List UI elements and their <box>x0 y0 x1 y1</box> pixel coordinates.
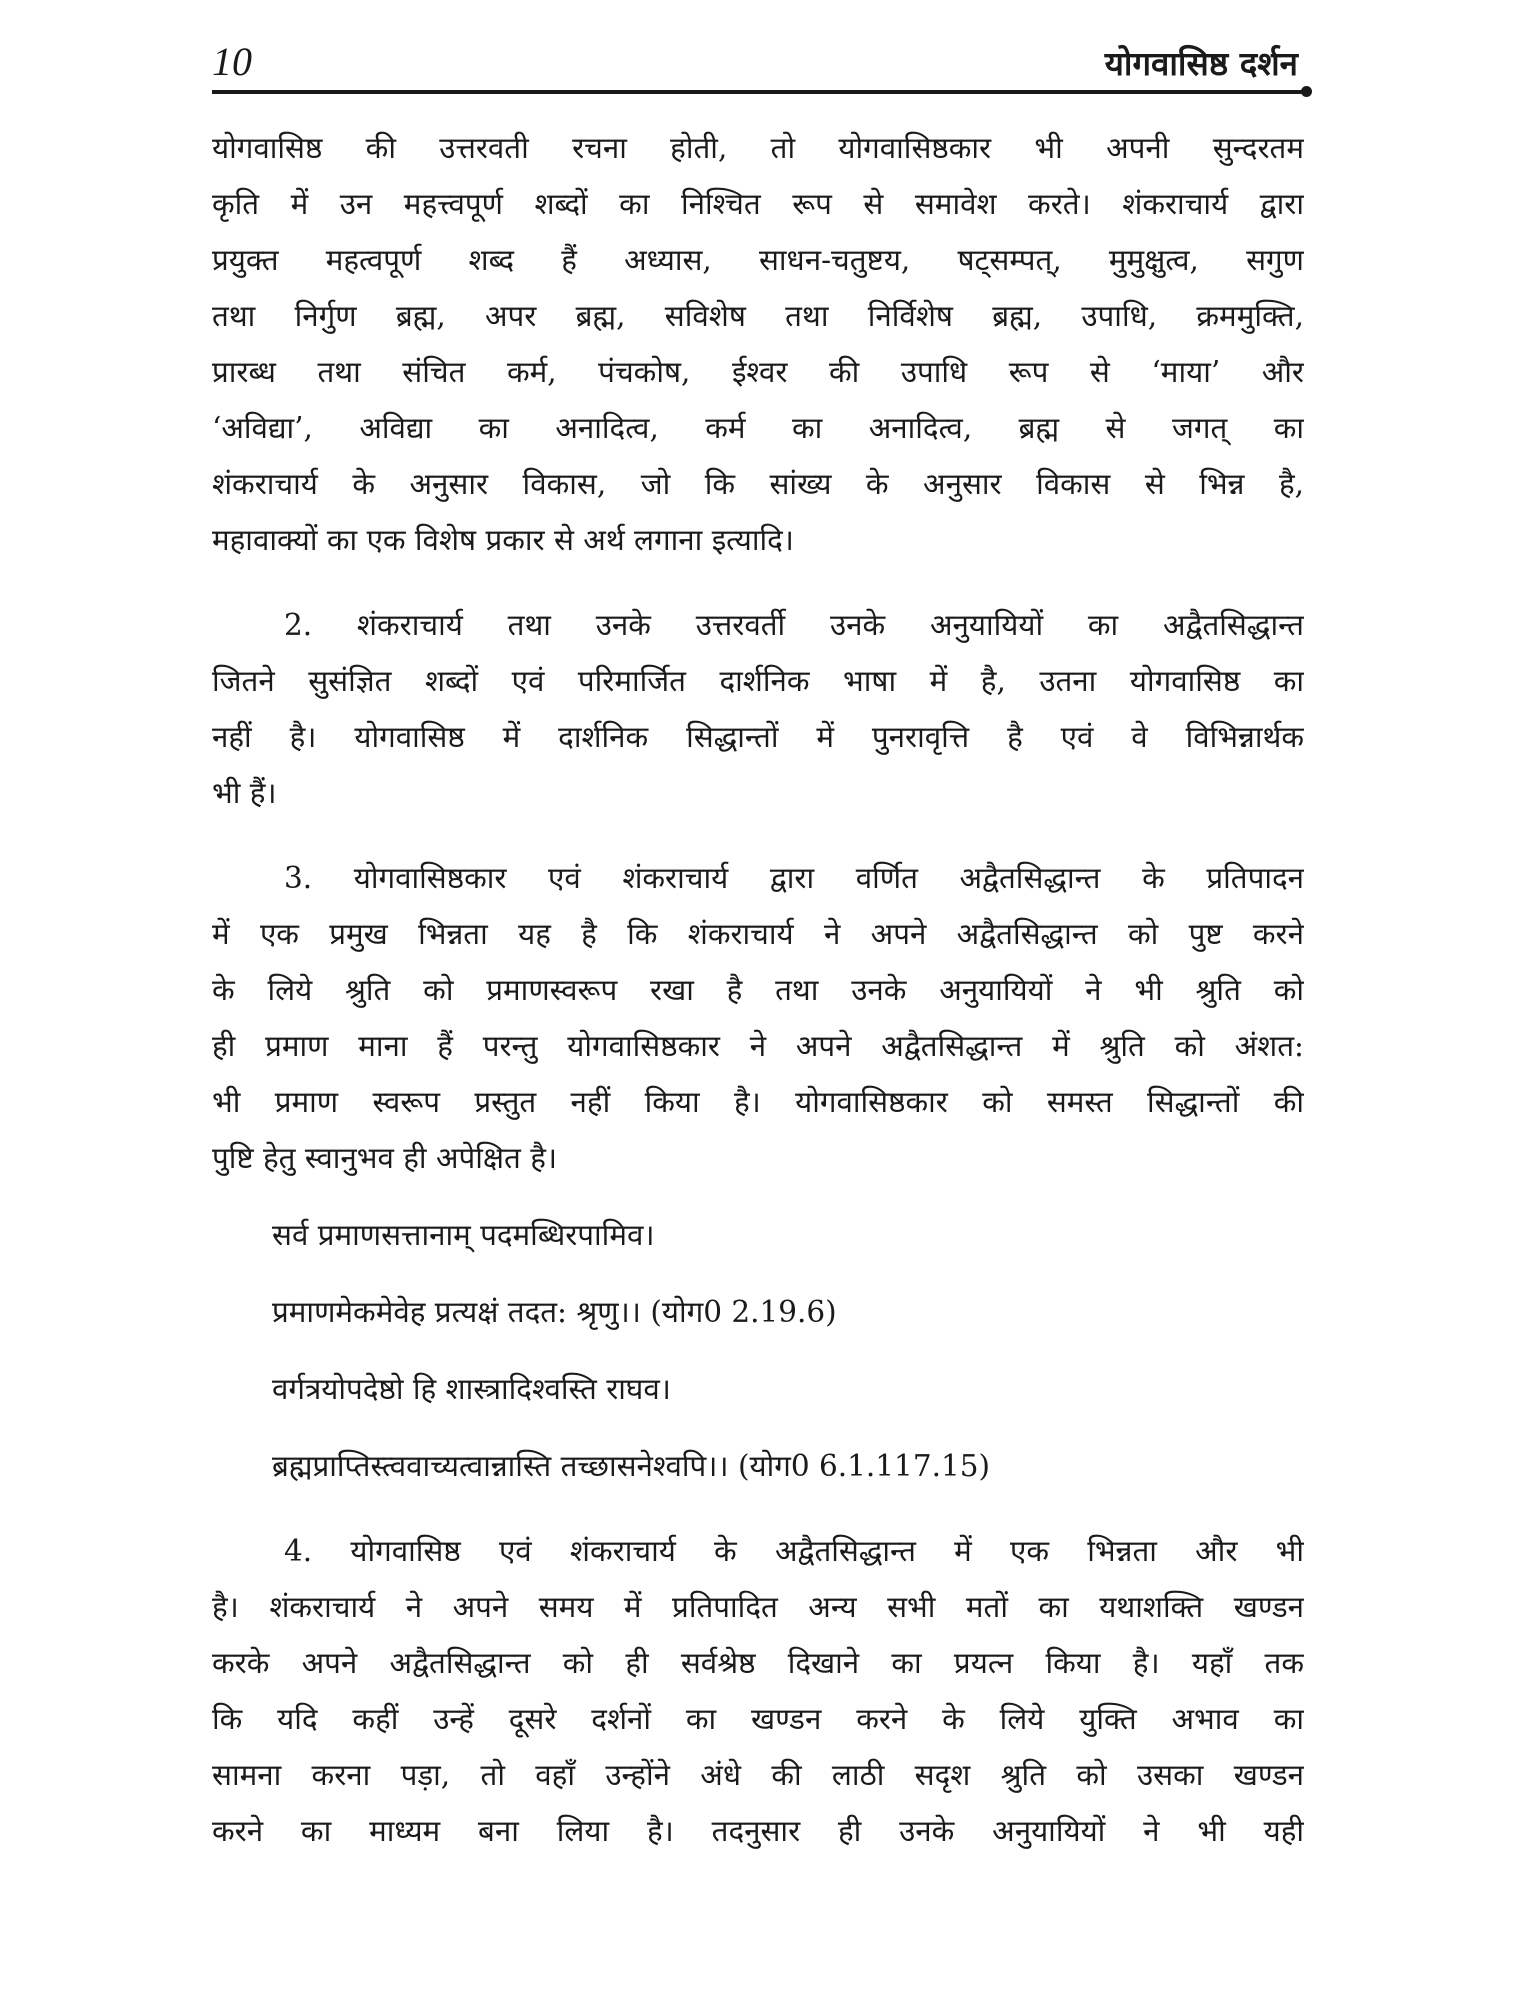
verse-line: सर्व प्रमाणसत्तानाम् पदमब्धिरपामिव। <box>272 1218 655 1252</box>
page-header <box>212 30 1304 92</box>
paragraph-2 <box>212 597 1304 821</box>
verse-block <box>212 1207 1304 1494</box>
paragraph-4 <box>212 1523 1304 1859</box>
text-line: नहीं है। योगवासिष्ठ में दार्शनिक सिद्धान्तों में पुनरावृत्ति है एवं वे विभिन्नार्थक <box>212 720 1304 754</box>
running-title: योगवासिष्ठ दर्शन <box>1104 44 1298 83</box>
header-rule-dot <box>1301 86 1312 97</box>
paragraph-3 <box>212 850 1304 1186</box>
text-line: भी हैं। <box>212 776 277 810</box>
text-line: ही प्रमाण माना हैं परन्तु योगवासिष्ठकार ने अपने अद्वैतसिद्धान्त में श्रुति को अंशत: <box>212 1029 1304 1063</box>
text-line: तथा निर्गुण ब्रह्म, अपर ब्रह्म, सविशेष तथा निर्विशेष ब्रह्म, उपाधि, क्रममुक्ति, <box>212 299 1304 333</box>
text-line: करके अपने अद्वैतसिद्धान्त को ही सर्वश्रेष्ठ दिखाने का प्रयत्न किया है। यहाँ तक <box>212 1646 1304 1680</box>
text-line: 4. योगवासिष्ठ एवं शंकराचार्य के अद्वैतसिद्धान्त में एक भिन्नता और भी <box>284 1534 1304 1568</box>
text-line: 3. योगवासिष्ठकार एवं शंकराचार्य द्वारा वर्णित अद्वैतसिद्धान्त के प्रतिपादन <box>284 861 1304 895</box>
text-line: शंकराचार्य के अनुसार विकास, जो कि सांख्य के अनुसार विकास से भिन्न है, <box>212 467 1304 501</box>
header-rule <box>212 90 1304 94</box>
verse-line: वर्गत्रयोपदेष्ठो हि शास्त्रादिश्वस्ति राघव। <box>272 1372 671 1406</box>
text-line: के लिये श्रुति को प्रमाणस्वरूप रखा है तथा उनके अनुयायियों ने भी श्रुति को <box>212 973 1304 1007</box>
text-line: सामना करना पड़ा, तो वहाँ उन्होंने अंधे की लाठी सदृश श्रुति को उसका खण्डन <box>212 1758 1304 1792</box>
text-line: में एक प्रमुख भिन्नता यह है कि शंकराचार्य ने अपने अद्वैतसिद्धान्त को पुष्ट करने <box>212 917 1304 951</box>
text-line: है। शंकराचार्य ने अपने समय में प्रतिपादित अन्य सभी मतों का यथाशक्ति खण्डन <box>212 1590 1304 1624</box>
text-line: प्रारब्ध तथा संचित कर्म, पंचकोष, ईश्वर की उपाधि रूप से ‘माया’ और <box>212 355 1304 389</box>
text-line: करने का माध्यम बना लिया है। तदनुसार ही उनके अनुयायियों ने भी यही <box>212 1814 1304 1848</box>
verse-line: प्रमाणमेकमेवेह प्रत्यक्षं तदत: श्रृणु।। (योग0 2.19.6) <box>272 1295 837 1329</box>
text-line: योगवासिष्ठ की उत्तरवती रचना होती, तो योगवासिष्ठकार भी अपनी सुन्दरतम <box>212 131 1304 165</box>
text-line: प्रयुक्त महत्वपूर्ण शब्द हैं अध्यास, साधन-चतुष्टय, षट्सम्पत्, मुमुक्षुत्व, सगुण <box>212 243 1304 277</box>
text-line: जितने सुसंज्ञित शब्दों एवं परिमार्जित दार्शनिक भाषा में है, उतना योगवासिष्ठ का <box>212 664 1304 698</box>
verse-line: ब्रह्मप्राप्तिस्त्ववाच्यत्वान्नास्ति तच्छासनेश्वपि।। (योग0 6.1.117.15) <box>272 1449 991 1483</box>
text-line: कृति में उन महत्त्वपूर्ण शब्दों का निश्चित रूप से समावेश करते। शंकराचार्य द्वारा <box>212 187 1304 221</box>
page-body <box>212 120 1304 1859</box>
paragraph-1 <box>212 120 1304 568</box>
text-line: 2. शंकराचार्य तथा उनके उत्तरवर्ती उनके अनुयायियों का अद्वैतसिद्धान्त <box>284 608 1304 642</box>
page-number: 10 <box>212 39 252 84</box>
text-line: ‘अविद्या’, अविद्या का अनादित्व, कर्म का अनादित्व, ब्रह्म से जगत् का <box>212 411 1304 445</box>
text-line: भी प्रमाण स्वरूप प्रस्तुत नहीं किया है। योगवासिष्ठकार को समस्त सिद्धान्तों की <box>212 1085 1304 1119</box>
text-line: महावाक्यों का एक विशेष प्रकार से अर्थ लगाना इत्यादि। <box>212 523 794 557</box>
text-line: पुष्टि हेतु स्वानुभव ही अपेक्षित है। <box>212 1141 558 1175</box>
text-line: कि यदि कहीं उन्हें दूसरे दर्शनों का खण्डन करने के लिये युक्ति अभाव का <box>212 1702 1304 1736</box>
